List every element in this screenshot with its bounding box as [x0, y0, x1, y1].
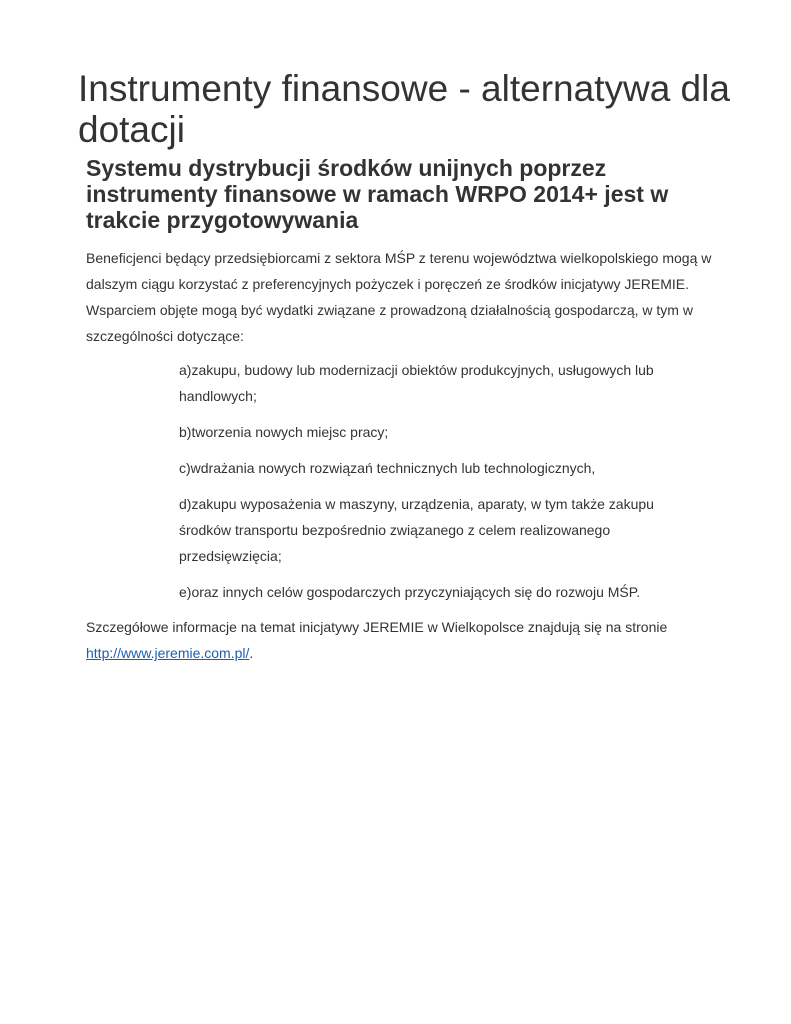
list-item: b)tworzenia nowych miejsc pracy;	[179, 424, 389, 440]
jeremie-link[interactable]: http://www.jeremie.com.pl/	[86, 645, 250, 661]
list-item: a)zakupu, budowy lub modernizacji obiektów produkcyjnych, usługowych lub handlowych;	[179, 362, 654, 404]
section-heading: Systemu dystrybucji środków unijnych poprzez instrumenty finansowe w ramach WRPO 2014+ jest w trakcie przygotowywania	[86, 155, 669, 233]
expense-list	[179, 357, 679, 615]
list-item: e)oraz innych celów gospodarczych przyczyniających się do rozwoju MŚP.	[179, 584, 641, 600]
list-item: c)wdrażania nowych rozwiązań technicznych lub technologicznych,	[179, 460, 596, 476]
footer-period: .	[249, 645, 254, 661]
list-item: d)zakupu wyposażenia w maszyny, urządzenia, aparaty, w tym także zakupu środków transportu bezpośrednio związanego z celem realizowanego przedsięwzięcia;	[179, 496, 654, 564]
intro-paragraph: Beneficjenci będący przedsiębiorcami z sektora MŚP z terenu województwa wielkopolskiego mogą w dalszym ciągu korzystać z preferencyjnych pożyczek i poręczeń ze środków inicjatywy JEREMIE. Wsparciem objęte mogą być wydatki związane z prowadzoną działalnością gospodarczą, w tym w szczególności dotyczące:	[86, 250, 712, 344]
page-title: Instrumenty finansowe - alternatywa dla dotacji	[78, 68, 730, 150]
footer-paragraph	[86, 614, 716, 666]
footer-text: Szczegółowe informacje na temat inicjatywy JEREMIE w Wielkopolsce znajdują się na stronie	[86, 619, 668, 635]
